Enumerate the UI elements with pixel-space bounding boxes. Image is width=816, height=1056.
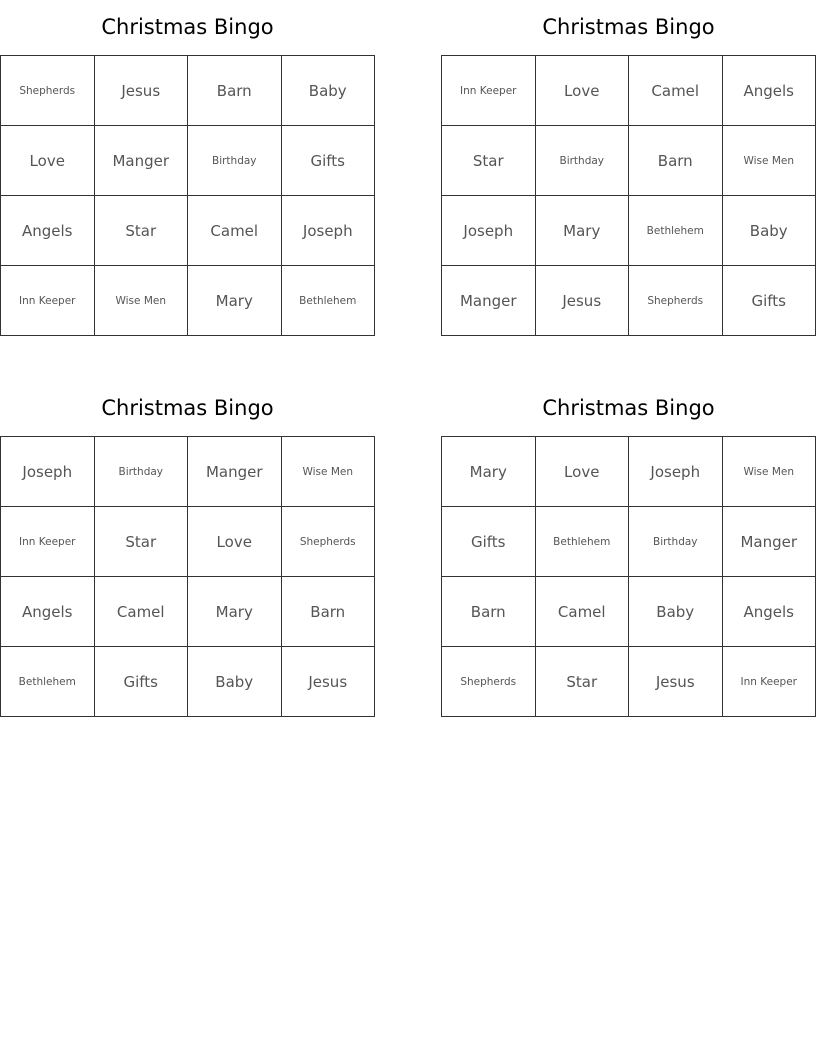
bingo-cell: Camel bbox=[95, 577, 189, 647]
bingo-grid bbox=[441, 436, 816, 717]
card-title: Christmas Bingo bbox=[542, 15, 715, 39]
bingo-cell: Manger bbox=[95, 126, 189, 196]
bingo-cell: Mary bbox=[188, 577, 282, 647]
bingo-cell: Inn Keeper bbox=[1, 507, 95, 577]
bingo-cell: Barn bbox=[442, 577, 536, 647]
bingo-cell: Manger bbox=[188, 437, 282, 507]
bingo-cell: Wise Men bbox=[282, 437, 376, 507]
bingo-cell: Angels bbox=[1, 577, 95, 647]
bingo-cell: Baby bbox=[723, 196, 816, 266]
bingo-cell: Bethlehem bbox=[629, 196, 723, 266]
bingo-cell: Gifts bbox=[723, 266, 816, 336]
bingo-cell: Gifts bbox=[95, 647, 189, 717]
bingo-cell: Jesus bbox=[536, 266, 630, 336]
bingo-cell: Love bbox=[536, 56, 630, 126]
bingo-cell: Barn bbox=[188, 56, 282, 126]
bingo-cell: Love bbox=[1, 126, 95, 196]
bingo-cell: Angels bbox=[1, 196, 95, 266]
bingo-cell: Baby bbox=[188, 647, 282, 717]
bingo-grid bbox=[0, 55, 375, 336]
bingo-cell: Camel bbox=[188, 196, 282, 266]
bingo-cell: Joseph bbox=[1, 437, 95, 507]
bingo-cell: Birthday bbox=[536, 126, 630, 196]
bingo-cell: Wise Men bbox=[95, 266, 189, 336]
bingo-cell: Bethlehem bbox=[282, 266, 376, 336]
bingo-cell: Joseph bbox=[282, 196, 376, 266]
bingo-cell: Jesus bbox=[95, 56, 189, 126]
bingo-cell: Shepherds bbox=[629, 266, 723, 336]
bingo-cell: Camel bbox=[536, 577, 630, 647]
bingo-cell: Manger bbox=[723, 507, 816, 577]
bingo-cell: Mary bbox=[442, 437, 536, 507]
bingo-cell: Angels bbox=[723, 56, 816, 126]
bingo-cell: Gifts bbox=[282, 126, 376, 196]
bingo-cell: Love bbox=[188, 507, 282, 577]
bingo-cell: Wise Men bbox=[723, 126, 816, 196]
bingo-cell: Bethlehem bbox=[1, 647, 95, 717]
card-title: Christmas Bingo bbox=[542, 396, 715, 420]
bingo-cell: Inn Keeper bbox=[1, 266, 95, 336]
card-title: Christmas Bingo bbox=[101, 15, 274, 39]
bingo-cell: Barn bbox=[282, 577, 376, 647]
bingo-cell: Joseph bbox=[629, 437, 723, 507]
bingo-cell: Camel bbox=[629, 56, 723, 126]
bingo-cell: Jesus bbox=[629, 647, 723, 717]
bingo-cell: Inn Keeper bbox=[442, 56, 536, 126]
bingo-grid bbox=[441, 55, 816, 336]
bingo-cell: Baby bbox=[282, 56, 376, 126]
bingo-cell: Shepherds bbox=[1, 56, 95, 126]
bingo-cell: Inn Keeper bbox=[723, 647, 816, 717]
bingo-cell: Shepherds bbox=[282, 507, 376, 577]
bingo-cell: Joseph bbox=[442, 196, 536, 266]
bingo-cell: Manger bbox=[442, 266, 536, 336]
bingo-cell: Bethlehem bbox=[536, 507, 630, 577]
bingo-cell: Star bbox=[95, 507, 189, 577]
bingo-cell: Shepherds bbox=[442, 647, 536, 717]
bingo-cell: Mary bbox=[188, 266, 282, 336]
bingo-cell: Wise Men bbox=[723, 437, 816, 507]
bingo-cell: Baby bbox=[629, 577, 723, 647]
bingo-cell: Star bbox=[442, 126, 536, 196]
bingo-cell: Angels bbox=[723, 577, 816, 647]
bingo-cell: Barn bbox=[629, 126, 723, 196]
bingo-cell: Jesus bbox=[282, 647, 376, 717]
bingo-cell: Birthday bbox=[188, 126, 282, 196]
bingo-cell: Birthday bbox=[95, 437, 189, 507]
bingo-cell: Love bbox=[536, 437, 630, 507]
bingo-grid bbox=[0, 436, 375, 717]
bingo-cell: Star bbox=[95, 196, 189, 266]
card-title: Christmas Bingo bbox=[101, 396, 274, 420]
bingo-cell: Star bbox=[536, 647, 630, 717]
bingo-cell: Birthday bbox=[629, 507, 723, 577]
bingo-cell: Mary bbox=[536, 196, 630, 266]
bingo-cell: Gifts bbox=[442, 507, 536, 577]
